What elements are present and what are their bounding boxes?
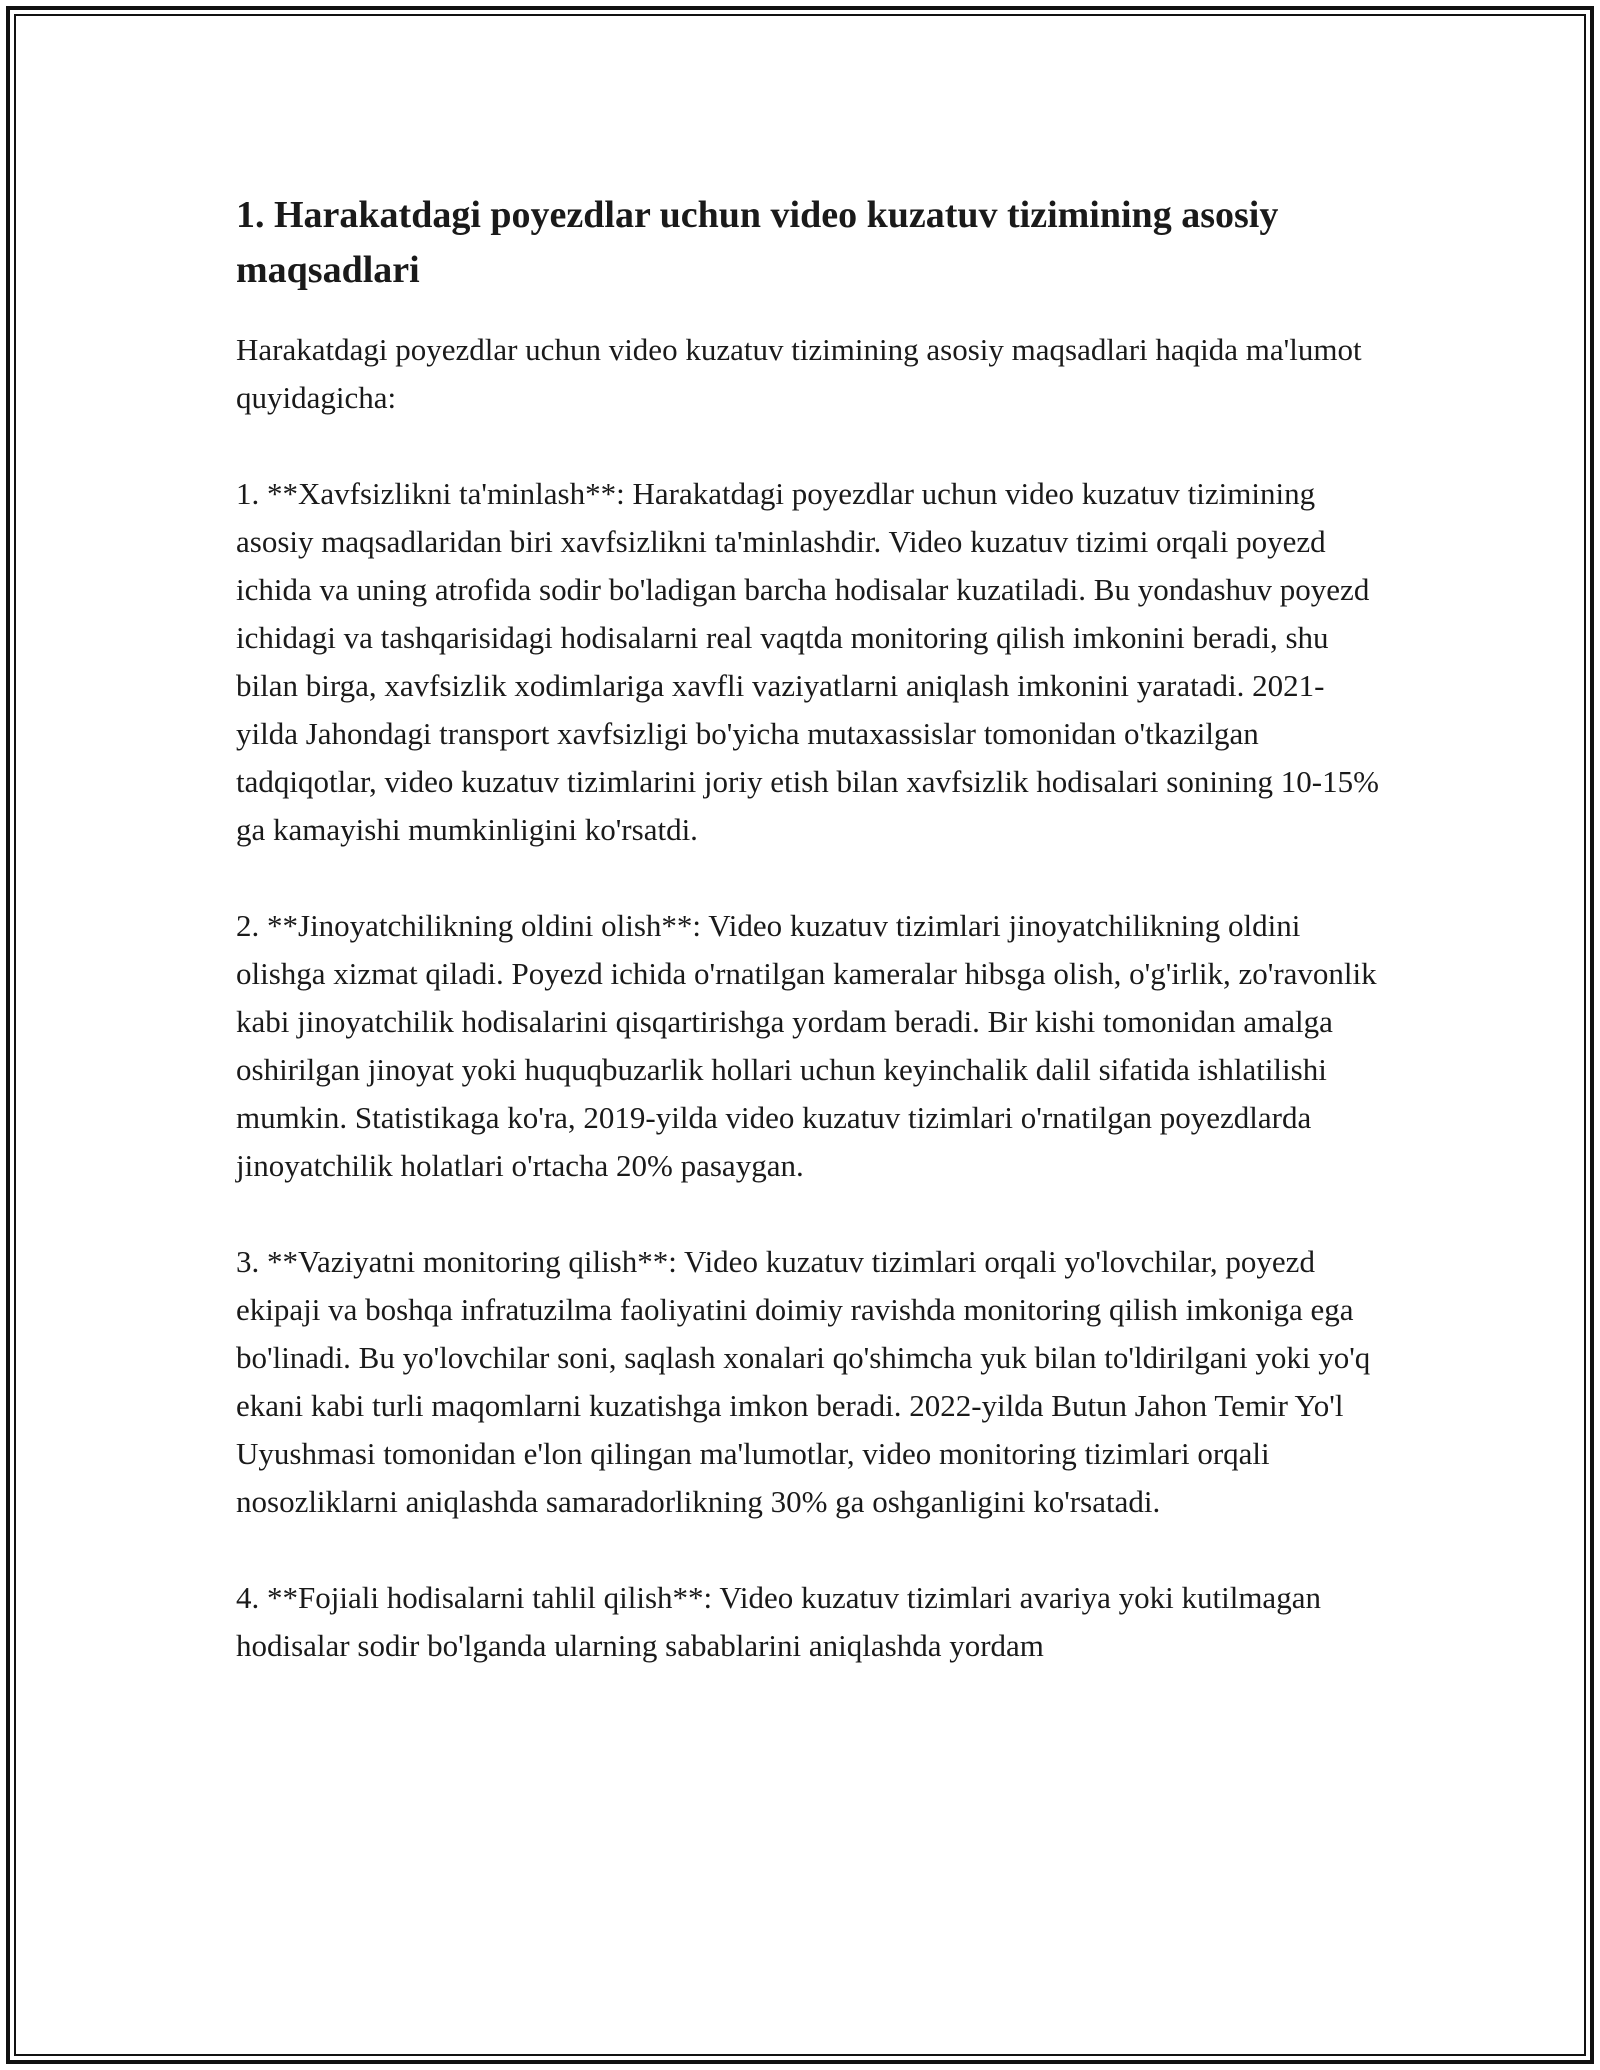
paragraph-crime-prevention: 2. **Jinoyatchilikning oldini olish**: Video kuzatuv tizimlari jinoyatchilikning oldini olishga xizmat qiladi. Poyezd ichida o'rnatilgan kameralar hibsga olish, o'g'irlik, zo'ravonlik kabi jinoyatchilik hodisalarini qisqartirishga yordam beradi. Bir kishi tomonidan amalga oshirilgan jinoyat yoki huquqbuzarlik hollari uchun keyinchalik dalil sifatida ishlatilishi mumkin. Statistikaga ko'ra, 2019-yilda video kuzatuv tizimlari o'rnatilgan poyezdlarda jinoyatchilik holatlari o'rtacha 20% pasaygan. (236, 908, 1377, 1183)
paragraph-incident-analysis: 4. **Fojiali hodisalarni tahlil qilish**: Video kuzatuv tizimlari avariya yoki kutilmagan hodisalar sodir bo'lganda ularning sabablarini aniqlashda yordam (236, 1580, 1321, 1663)
paragraph-safety: 1. **Xavfsizlikni ta'minlash**: Harakatdagi poyezdlar uchun video kuzatuv tizimining asosiy maqsadlaridan biri xavfsizlikni ta'minlashdir. Video kuzatuv tizimi orqali poyezd ichida va uning atrofida sodir bo'ladigan barcha hodisalar kuzatiladi. Bu yondashuv poyezd ichidagi va tashqarisidagi hodisalarni real vaqtda monitoring qilish imkonini beradi, shu bilan birga, xavfsizlik xodimlariga xavfli vaziyatlarni aniqlash imkonini yaratadi. 2021-yilda Jahondagi transport xavfsizligi bo'yicha mutaxassislar tomonidan o'tkazilgan tadqiqotlar, video kuzatuv tizimlarini joriy etish bilan xavfsizlik hodisalari sonining 10-15% ga kamayishi mumkinligini ko'rsatdi. (236, 476, 1379, 847)
paragraph-monitoring: 3. **Vaziyatni monitoring qilish**: Video kuzatuv tizimlari orqali yo'lovchilar, poyezd ekipaji va boshqa infratuzilma faoliyatini doimiy ravishda monitoring qilish imkoniga ega bo'linadi. Bu yo'lovchilar soni, saqlash xonalari qo'shimcha yuk bilan to'ldirilgani yoki yo'q ekani kabi turli maqomlarni kuzatishga imkon beradi. 2022-yilda Butun Jahon Temir Yo'l Uyushmasi tomonidan e'lon qilingan ma'lumotlar, video monitoring tizimlari orqali nosozliklarni aniqlashda samaradorlikning 30% ga oshganligini ko'rsatadi. (236, 1244, 1371, 1519)
document-title: 1. Harakatdagi poyezdlar uchun video kuzatuv tizimining asosiy maqsadlari (236, 194, 1279, 291)
document-body (236, 188, 1386, 1718)
intro-paragraph: Harakatdagi poyezdlar uchun video kuzatuv tizimining asosiy maqsadlari haqida ma'lumot quyidagicha: (236, 332, 1362, 415)
